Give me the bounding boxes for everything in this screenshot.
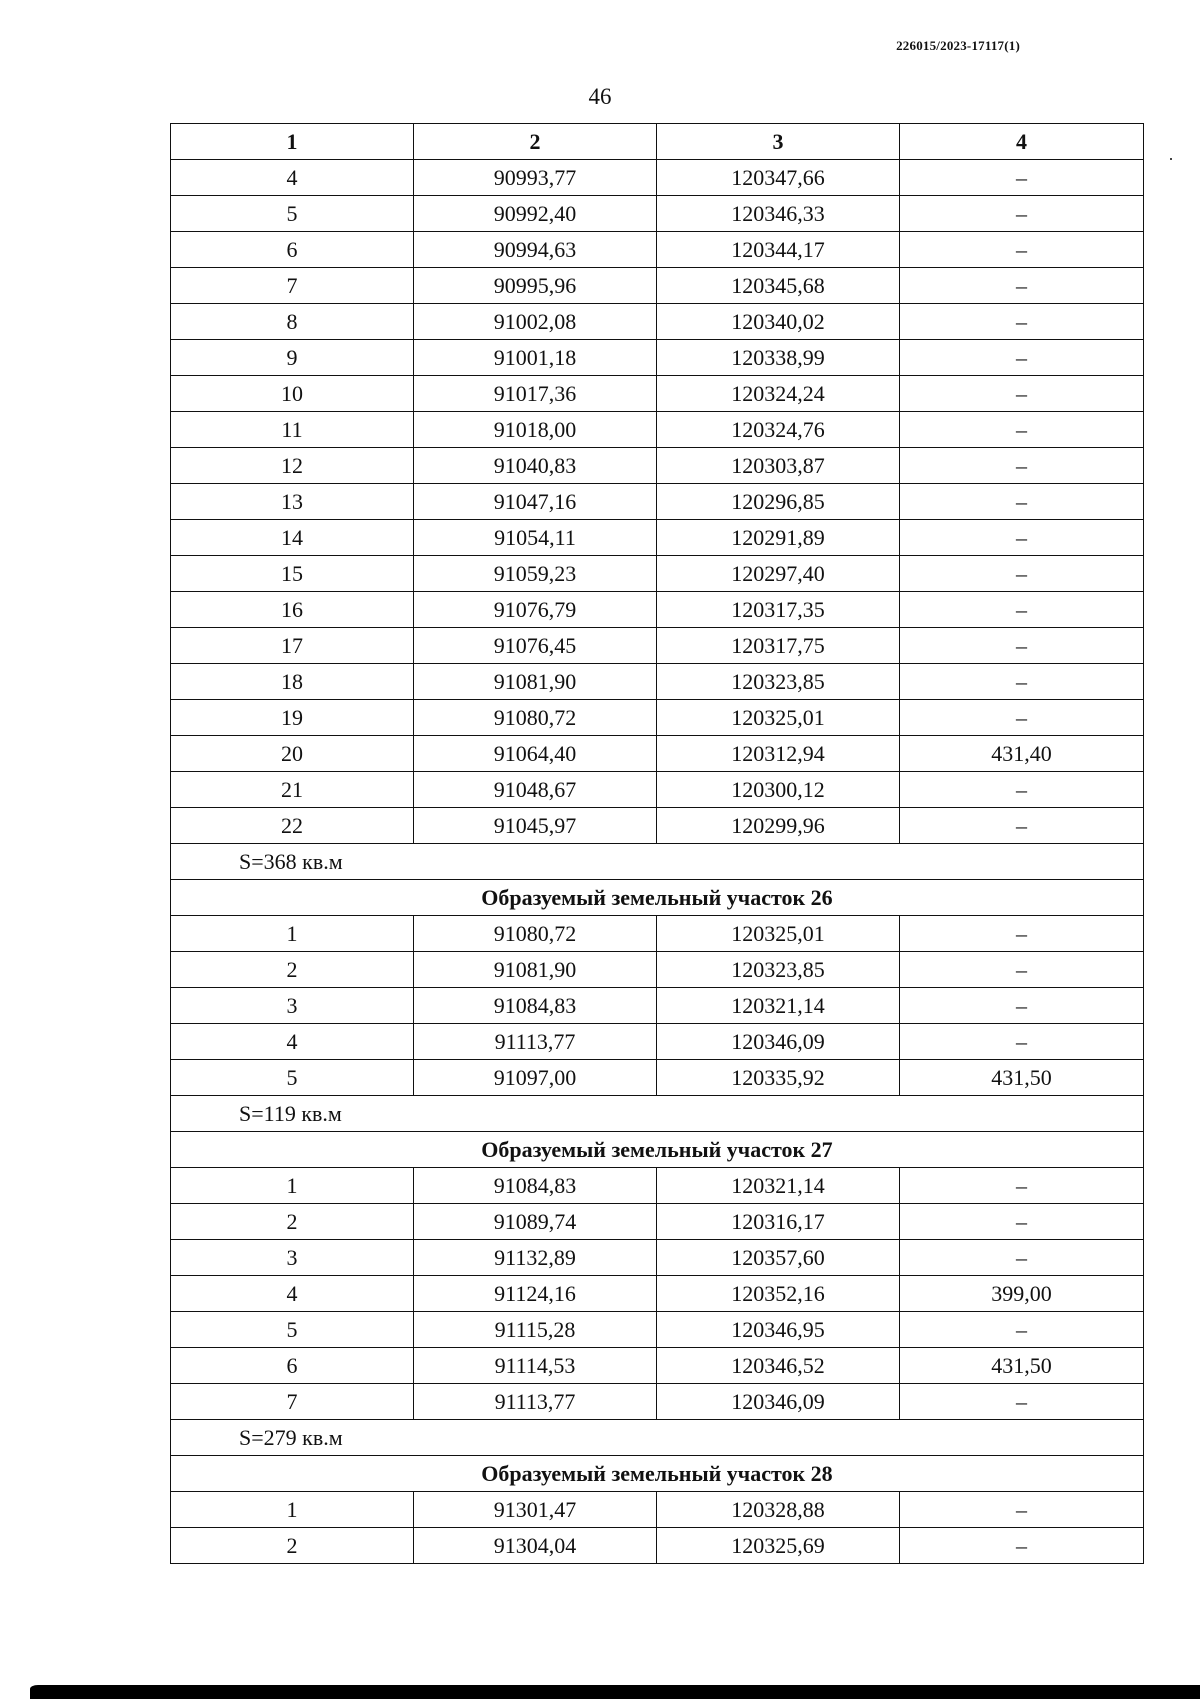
table-cell: 91017,36 (414, 376, 657, 412)
column-header: 1 (171, 124, 414, 160)
table-cell: 4 (171, 1024, 414, 1060)
table-cell: 91047,16 (414, 484, 657, 520)
table-cell: 14 (171, 520, 414, 556)
table-cell: 120346,95 (657, 1312, 900, 1348)
column-header: 2 (414, 124, 657, 160)
table-cell: 91301,47 (414, 1492, 657, 1528)
table-cell: 120312,94 (657, 736, 900, 772)
table-row (171, 664, 1144, 700)
table-cell: – (900, 1528, 1144, 1564)
table-cell: 91304,04 (414, 1528, 657, 1564)
section-title: Образуемый земельный участок 27 (171, 1132, 1144, 1168)
table-cell: – (900, 304, 1144, 340)
area-total: S=368 кв.м (171, 844, 1144, 880)
section-row (171, 1132, 1144, 1168)
coordinates-table-body (171, 124, 1144, 1564)
table-cell: 3 (171, 988, 414, 1024)
table-cell: 5 (171, 196, 414, 232)
header-row (171, 124, 1144, 160)
section-row (171, 880, 1144, 916)
table-cell: – (900, 232, 1144, 268)
table-cell: 120323,85 (657, 664, 900, 700)
table-cell: 431,50 (900, 1060, 1144, 1096)
area-row (171, 844, 1144, 880)
table-cell: 120321,14 (657, 1168, 900, 1204)
table-cell: 7 (171, 268, 414, 304)
table-cell: 91054,11 (414, 520, 657, 556)
table-cell: – (900, 376, 1144, 412)
table-cell: – (900, 1492, 1144, 1528)
table-cell: 11 (171, 412, 414, 448)
table-row (171, 700, 1144, 736)
table-cell: 120317,35 (657, 592, 900, 628)
table-cell: 120346,33 (657, 196, 900, 232)
table-cell: 120317,75 (657, 628, 900, 664)
table-cell: – (900, 520, 1144, 556)
table-cell: 90992,40 (414, 196, 657, 232)
table-cell: 2 (171, 1528, 414, 1564)
table-row (171, 1312, 1144, 1348)
table-cell: 91097,00 (414, 1060, 657, 1096)
table-cell: 91064,40 (414, 736, 657, 772)
table-cell: 91124,16 (414, 1276, 657, 1312)
table-cell: 91018,00 (414, 412, 657, 448)
table-row (171, 772, 1144, 808)
table-row (171, 988, 1144, 1024)
column-header: 4 (900, 124, 1144, 160)
table-row (171, 1492, 1144, 1528)
table-cell: 120345,68 (657, 268, 900, 304)
table-cell: – (900, 700, 1144, 736)
table-row (171, 556, 1144, 592)
table-cell: 91132,89 (414, 1240, 657, 1276)
table-cell: 120325,01 (657, 700, 900, 736)
table-cell: 13 (171, 484, 414, 520)
table-cell: 3 (171, 1240, 414, 1276)
table-cell: 120340,02 (657, 304, 900, 340)
table-row (171, 1024, 1144, 1060)
table-cell: 120338,99 (657, 340, 900, 376)
table-row (171, 628, 1144, 664)
table-cell: – (900, 1312, 1144, 1348)
area-total: S=279 кв.м (171, 1420, 1144, 1456)
table-cell: 18 (171, 664, 414, 700)
table-row (171, 1168, 1144, 1204)
table-row (171, 376, 1144, 412)
table-cell: – (900, 916, 1144, 952)
table-cell: 6 (171, 1348, 414, 1384)
table-cell: 120352,16 (657, 1276, 900, 1312)
table-cell: 399,00 (900, 1276, 1144, 1312)
area-row (171, 1096, 1144, 1132)
table-cell: – (900, 556, 1144, 592)
table-row (171, 808, 1144, 844)
table-cell: 91002,08 (414, 304, 657, 340)
table-cell: – (900, 592, 1144, 628)
table-cell: 91001,18 (414, 340, 657, 376)
table-cell: 90993,77 (414, 160, 657, 196)
table-cell: 91080,72 (414, 916, 657, 952)
table-cell: 91081,90 (414, 664, 657, 700)
table-cell: 1 (171, 916, 414, 952)
table-cell: 2 (171, 1204, 414, 1240)
table-row (171, 448, 1144, 484)
table-cell: 120324,76 (657, 412, 900, 448)
table-cell: – (900, 1240, 1144, 1276)
table-cell: 16 (171, 592, 414, 628)
table-row (171, 1060, 1144, 1096)
scan-speck (1170, 158, 1172, 160)
table-row (171, 1204, 1144, 1240)
scan-edge-bar (30, 1685, 1200, 1699)
table-cell: 6 (171, 232, 414, 268)
table-cell: 91081,90 (414, 952, 657, 988)
table-cell: 1 (171, 1492, 414, 1528)
table-cell: – (900, 1168, 1144, 1204)
table-cell: 91089,74 (414, 1204, 657, 1240)
table-cell: 120346,09 (657, 1024, 900, 1060)
table-cell: 5 (171, 1060, 414, 1096)
table-cell: – (900, 772, 1144, 808)
section-row (171, 1456, 1144, 1492)
table-cell: 91045,97 (414, 808, 657, 844)
document-number: 226015/2023-17117(1) (896, 38, 1020, 53)
table-row (171, 1276, 1144, 1312)
table-cell: 120328,88 (657, 1492, 900, 1528)
table-row (171, 412, 1144, 448)
table-cell: 120344,17 (657, 232, 900, 268)
table-row (171, 1348, 1144, 1384)
table-cell: 15 (171, 556, 414, 592)
table-cell: 91114,53 (414, 1348, 657, 1384)
table-cell: 431,40 (900, 736, 1144, 772)
table-cell: 5 (171, 1312, 414, 1348)
table-cell: 120346,09 (657, 1384, 900, 1420)
table-cell: 2 (171, 952, 414, 988)
table-cell: 120325,69 (657, 1528, 900, 1564)
table-cell: 9 (171, 340, 414, 376)
area-total: S=119 кв.м (171, 1096, 1144, 1132)
table-cell: 22 (171, 808, 414, 844)
table-cell: 90994,63 (414, 232, 657, 268)
table-row (171, 1240, 1144, 1276)
table-cell: – (900, 952, 1144, 988)
table-cell: 91076,45 (414, 628, 657, 664)
table-cell: 120291,89 (657, 520, 900, 556)
table-cell: – (900, 1204, 1144, 1240)
table-cell: 91113,77 (414, 1384, 657, 1420)
table-row (171, 484, 1144, 520)
table-cell: 91076,79 (414, 592, 657, 628)
table-row (171, 952, 1144, 988)
table-cell: 1 (171, 1168, 414, 1204)
table-row (171, 268, 1144, 304)
table-cell: 120303,87 (657, 448, 900, 484)
table-row (171, 520, 1144, 556)
table-cell: – (900, 340, 1144, 376)
table-cell: – (900, 196, 1144, 232)
section-title: Образуемый земельный участок 26 (171, 880, 1144, 916)
table-row (171, 736, 1144, 772)
table-row (171, 232, 1144, 268)
table-cell: 19 (171, 700, 414, 736)
table-row (171, 196, 1144, 232)
table-cell: 120299,96 (657, 808, 900, 844)
table-cell: 120297,40 (657, 556, 900, 592)
table-cell: 91040,83 (414, 448, 657, 484)
table-cell: – (900, 628, 1144, 664)
table-cell: – (900, 1384, 1144, 1420)
table-cell: 120346,52 (657, 1348, 900, 1384)
table-cell: – (900, 268, 1144, 304)
column-header: 3 (657, 124, 900, 160)
table-cell: 91084,83 (414, 1168, 657, 1204)
section-title: Образуемый земельный участок 28 (171, 1456, 1144, 1492)
table-cell: 120323,85 (657, 952, 900, 988)
table-row (171, 916, 1144, 952)
table-cell: – (900, 448, 1144, 484)
table-cell: – (900, 1024, 1144, 1060)
table-cell: 4 (171, 160, 414, 196)
table-cell: 120300,12 (657, 772, 900, 808)
page-number: 46 (588, 84, 612, 109)
table-cell: 91084,83 (414, 988, 657, 1024)
table-cell: 12 (171, 448, 414, 484)
table-cell: 120324,24 (657, 376, 900, 412)
table-cell: 120316,17 (657, 1204, 900, 1240)
table-cell: – (900, 160, 1144, 196)
table-cell: 91080,72 (414, 700, 657, 736)
table-cell: – (900, 664, 1144, 700)
table-row (171, 1384, 1144, 1420)
table-cell: – (900, 988, 1144, 1024)
table-cell: 90995,96 (414, 268, 657, 304)
table-cell: 17 (171, 628, 414, 664)
coordinates-table (170, 123, 1144, 1564)
table-cell: 91048,67 (414, 772, 657, 808)
table-cell: 120321,14 (657, 988, 900, 1024)
table-cell: 4 (171, 1276, 414, 1312)
table-row (171, 1528, 1144, 1564)
table-row (171, 340, 1144, 376)
table-cell: 8 (171, 304, 414, 340)
table-cell: 120296,85 (657, 484, 900, 520)
table-cell: 91059,23 (414, 556, 657, 592)
table-cell: – (900, 484, 1144, 520)
table-row (171, 304, 1144, 340)
table-cell: – (900, 412, 1144, 448)
table-cell: – (900, 808, 1144, 844)
table-cell: 120347,66 (657, 160, 900, 196)
area-row (171, 1420, 1144, 1456)
table-cell: 7 (171, 1384, 414, 1420)
table-cell: 91115,28 (414, 1312, 657, 1348)
table-cell: 20 (171, 736, 414, 772)
table-cell: 10 (171, 376, 414, 412)
table-cell: 120325,01 (657, 916, 900, 952)
table-cell: 91113,77 (414, 1024, 657, 1060)
table-row (171, 160, 1144, 196)
table-row (171, 592, 1144, 628)
table-cell: 120335,92 (657, 1060, 900, 1096)
table-cell: 21 (171, 772, 414, 808)
table-cell: 120357,60 (657, 1240, 900, 1276)
table-cell: 431,50 (900, 1348, 1144, 1384)
